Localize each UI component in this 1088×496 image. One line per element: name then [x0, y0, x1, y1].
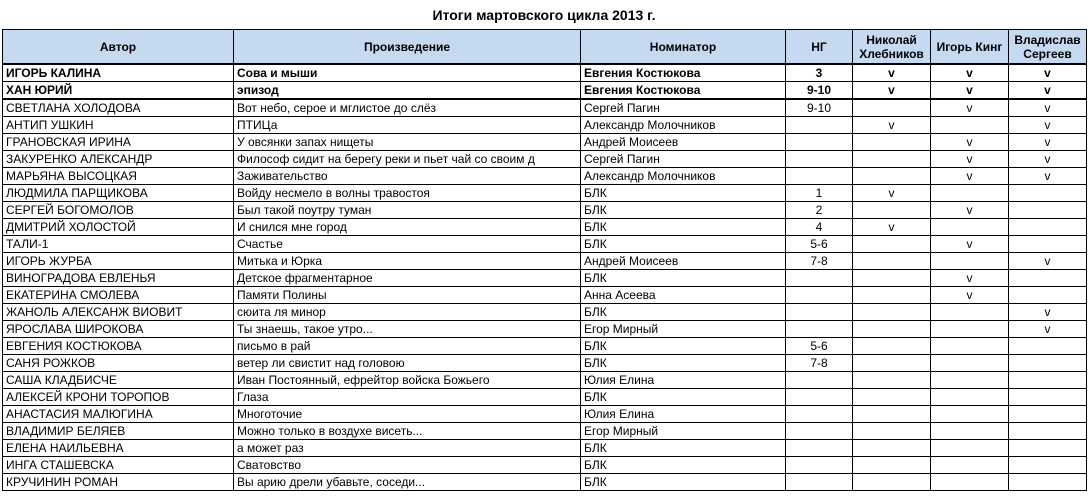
judge-1-mark — [853, 372, 931, 389]
judge-2-mark: v — [931, 168, 1009, 185]
ng-cell: 3 — [786, 64, 853, 82]
judge-2-mark: v — [931, 202, 1009, 219]
judge-2-mark — [931, 185, 1009, 202]
judge-1-mark — [853, 151, 931, 168]
results-table — [2, 29, 1087, 491]
judge-1-mark — [853, 270, 931, 287]
table-row — [3, 185, 1087, 202]
author-cell: АНТИП УШКИН — [3, 117, 234, 134]
col-header-judge-2: Игорь Кинг — [931, 30, 1009, 65]
work-cell: ветер ли свистит над головою — [234, 355, 581, 372]
judge-3-mark — [1009, 355, 1087, 372]
ng-cell — [786, 389, 853, 406]
work-cell: Памяти Полины — [234, 287, 581, 304]
nominator-cell: БЛК — [581, 202, 786, 219]
col-header-author: Автор — [3, 30, 234, 65]
ng-cell — [786, 168, 853, 185]
judge-1-mark — [853, 304, 931, 321]
nominator-cell: БЛК — [581, 457, 786, 474]
col-header-judge-3: Владислав Сергеев — [1009, 30, 1087, 65]
nominator-cell: БЛК — [581, 474, 786, 491]
work-cell: сюита ля минор — [234, 304, 581, 321]
table-row — [3, 287, 1087, 304]
nominator-cell: Егор Мирный — [581, 423, 786, 440]
judge-2-mark — [931, 338, 1009, 355]
work-cell: ПТИЦа — [234, 117, 581, 134]
work-cell: И снился мне город — [234, 219, 581, 236]
judge-1-mark — [853, 355, 931, 372]
ng-cell — [786, 440, 853, 457]
judge-2-mark: v — [931, 287, 1009, 304]
judge-2-mark — [931, 117, 1009, 134]
judge-1-mark: v — [853, 185, 931, 202]
author-cell: ЕВГЕНИЯ КОСТЮКОВА — [3, 338, 234, 355]
judge-1-mark: v — [853, 82, 931, 100]
nominator-cell: БЛК — [581, 219, 786, 236]
header-row — [3, 30, 1087, 65]
nominator-cell: Юлия Елина — [581, 372, 786, 389]
judge-2-mark — [931, 219, 1009, 236]
judge-2-mark: v — [931, 236, 1009, 253]
ng-cell — [786, 423, 853, 440]
judge-2-mark: v — [931, 82, 1009, 100]
judge-1-mark — [853, 440, 931, 457]
author-cell: КРУЧИНИН РОМАН — [3, 474, 234, 491]
judge-3-mark: v — [1009, 304, 1087, 321]
judge-2-mark — [931, 253, 1009, 270]
author-cell: ЕКАТЕРИНА СМОЛЕВА — [3, 287, 234, 304]
nominator-cell: БЛК — [581, 338, 786, 355]
judge-3-mark — [1009, 338, 1087, 355]
nominator-cell: БЛК — [581, 440, 786, 457]
nominator-cell: Евгения Костюкова — [581, 82, 786, 100]
author-cell: ВЛАДИМИР БЕЛЯЕВ — [3, 423, 234, 440]
nominator-cell: Андрей Моисеев — [581, 253, 786, 270]
table-row — [3, 304, 1087, 321]
judge-3-mark — [1009, 440, 1087, 457]
author-cell: СЕРГЕЙ БОГОМОЛОВ — [3, 202, 234, 219]
judge-1-mark — [853, 321, 931, 338]
judge-3-mark: v — [1009, 321, 1087, 338]
work-cell: Войду несмело в волны травостоя — [234, 185, 581, 202]
work-cell: У овсянки запах нищеты — [234, 134, 581, 151]
judge-3-mark: v — [1009, 117, 1087, 134]
judge-3-mark — [1009, 457, 1087, 474]
author-cell: ГРАНОВСКАЯ ИРИНА — [3, 134, 234, 151]
table-row — [3, 270, 1087, 287]
page-title: Итоги мартовского цикла 2013 г. — [432, 7, 656, 23]
ng-cell: 4 — [786, 219, 853, 236]
judge-3-mark — [1009, 389, 1087, 406]
work-cell: Многоточие — [234, 406, 581, 423]
judge-2-mark — [931, 355, 1009, 372]
nominator-cell: Евгения Костюкова — [581, 64, 786, 82]
author-cell: ЗАКУРЕНКО АЛЕКСАНДР — [3, 151, 234, 168]
judge-3-mark — [1009, 270, 1087, 287]
table-row — [3, 219, 1087, 236]
col-header-nominator: Номинатор — [581, 30, 786, 65]
table-row — [3, 99, 1087, 117]
judge-3-mark — [1009, 423, 1087, 440]
judge-1-mark — [853, 236, 931, 253]
author-cell: ЖАНОЛЬ АЛЕКСАНЖ ВИОВИТ — [3, 304, 234, 321]
work-cell: а может раз — [234, 440, 581, 457]
work-cell: Был такой поутру туман — [234, 202, 581, 219]
ng-cell: 9-10 — [786, 82, 853, 100]
work-cell: Счастье — [234, 236, 581, 253]
table-row — [3, 355, 1087, 372]
table-row — [3, 338, 1087, 355]
author-cell: ИНГА СТАШЕВСКА — [3, 457, 234, 474]
judge-3-mark — [1009, 185, 1087, 202]
ng-cell — [786, 151, 853, 168]
judge-2-mark: v — [931, 64, 1009, 82]
judge-1-mark — [853, 474, 931, 491]
judge-3-mark — [1009, 372, 1087, 389]
author-cell: ДМИТРИЙ ХОЛОСТОЙ — [3, 219, 234, 236]
work-cell: эпизод — [234, 82, 581, 100]
nominator-cell: Андрей Моисеев — [581, 134, 786, 151]
work-cell: Сова и мыши — [234, 64, 581, 82]
work-cell: Глаза — [234, 389, 581, 406]
nominator-cell: Егор Мирный — [581, 321, 786, 338]
nominator-cell: Юлия Елина — [581, 406, 786, 423]
col-header-ng: НГ — [786, 30, 853, 65]
judge-1-mark — [853, 168, 931, 185]
work-cell: Философ сидит на берегу реки и пьет чай со своим д — [234, 151, 581, 168]
judge-2-mark: v — [931, 270, 1009, 287]
author-cell: ИГОРЬ КАЛИНА — [3, 64, 234, 82]
judge-3-mark: v — [1009, 253, 1087, 270]
nominator-cell: Александр Молочников — [581, 117, 786, 134]
work-cell: Иван Постоянный, ефрейтор войска Божьего — [234, 372, 581, 389]
judge-3-mark — [1009, 474, 1087, 491]
table-row — [3, 321, 1087, 338]
ng-cell — [786, 474, 853, 491]
author-cell: АНАСТАСИЯ МАЛЮГИНА — [3, 406, 234, 423]
ng-cell: 5-6 — [786, 338, 853, 355]
judge-1-mark — [853, 457, 931, 474]
table-row — [3, 440, 1087, 457]
ng-cell — [786, 117, 853, 134]
table-row — [3, 117, 1087, 134]
table-row — [3, 236, 1087, 253]
judge-3-mark — [1009, 406, 1087, 423]
table-row — [3, 64, 1087, 82]
table-row — [3, 82, 1087, 100]
author-cell: ВИНОГРАДОВА ЕВЛЕНЬЯ — [3, 270, 234, 287]
table-row — [3, 406, 1087, 423]
author-cell: ЕЛЕНА НАИЛЬЕВНА — [3, 440, 234, 457]
judge-1-mark: v — [853, 219, 931, 236]
judge-1-mark — [853, 338, 931, 355]
judge-3-mark — [1009, 202, 1087, 219]
ng-cell: 7-8 — [786, 355, 853, 372]
author-cell: АЛЕКСЕЙ КРОНИ ТОРОПОВ — [3, 389, 234, 406]
judge-3-mark — [1009, 219, 1087, 236]
author-cell: ТАЛИ-1 — [3, 236, 234, 253]
judge-1-mark — [853, 253, 931, 270]
table-row — [3, 202, 1087, 219]
table-row — [3, 253, 1087, 270]
nominator-cell: БЛК — [581, 389, 786, 406]
judge-3-mark — [1009, 236, 1087, 253]
author-cell: ХАН ЮРИЙ — [3, 82, 234, 100]
col-header-work: Произведение — [234, 30, 581, 65]
judge-3-mark: v — [1009, 151, 1087, 168]
ng-cell: 1 — [786, 185, 853, 202]
table-row — [3, 457, 1087, 474]
judge-1-mark: v — [853, 64, 931, 82]
judge-1-mark — [853, 202, 931, 219]
table-row — [3, 372, 1087, 389]
work-cell: Сватовство — [234, 457, 581, 474]
judge-2-mark — [931, 474, 1009, 491]
judge-2-mark — [931, 321, 1009, 338]
work-cell: письмо в рай — [234, 338, 581, 355]
judge-1-mark — [853, 134, 931, 151]
nominator-cell: БЛК — [581, 304, 786, 321]
judge-1-mark: v — [853, 117, 931, 134]
judge-1-mark — [853, 99, 931, 117]
author-cell: САША КЛАДБИСЧЕ — [3, 372, 234, 389]
table-row — [3, 168, 1087, 185]
nominator-cell: Анна Асеева — [581, 287, 786, 304]
ng-cell — [786, 287, 853, 304]
judge-3-mark: v — [1009, 134, 1087, 151]
work-cell: Детское фрагментарное — [234, 270, 581, 287]
col-header-judge-1: Николай Хлебников — [853, 30, 931, 65]
author-cell: САНЯ РОЖКОВ — [3, 355, 234, 372]
nominator-cell: БЛК — [581, 185, 786, 202]
judge-1-mark — [853, 389, 931, 406]
ng-cell — [786, 372, 853, 389]
judge-3-mark — [1009, 287, 1087, 304]
work-cell: Вы арию дрели убавьте, соседи... — [234, 474, 581, 491]
author-cell: ЛЮДМИЛА ПАРЩИКОВА — [3, 185, 234, 202]
judge-2-mark — [931, 423, 1009, 440]
work-cell: Ты знаешь, такое утро... — [234, 321, 581, 338]
judge-3-mark: v — [1009, 168, 1087, 185]
ng-cell — [786, 406, 853, 423]
table-row — [3, 134, 1087, 151]
nominator-cell: БЛК — [581, 270, 786, 287]
judge-2-mark — [931, 406, 1009, 423]
judge-2-mark — [931, 457, 1009, 474]
author-cell: ЯРОСЛАВА ШИРОКОВА — [3, 321, 234, 338]
judge-3-mark: v — [1009, 82, 1087, 100]
ng-cell: 2 — [786, 202, 853, 219]
author-cell: МАРЬЯНА ВЫСОЦКАЯ — [3, 168, 234, 185]
judge-2-mark: v — [931, 134, 1009, 151]
judge-2-mark — [931, 440, 1009, 457]
ng-cell — [786, 321, 853, 338]
judge-1-mark — [853, 287, 931, 304]
judge-2-mark — [931, 304, 1009, 321]
ng-cell: 7-8 — [786, 253, 853, 270]
table-row — [3, 389, 1087, 406]
ng-cell: 5-6 — [786, 236, 853, 253]
work-cell: Можно только в воздухе висеть... — [234, 423, 581, 440]
author-cell: СВЕТЛАНА ХОЛОДОВА — [3, 99, 234, 117]
table-row — [3, 474, 1087, 491]
ng-cell — [786, 457, 853, 474]
author-cell: ИГОРЬ ЖУРБА — [3, 253, 234, 270]
nominator-cell: БЛК — [581, 236, 786, 253]
judge-2-mark — [931, 389, 1009, 406]
ng-cell — [786, 304, 853, 321]
judge-1-mark — [853, 423, 931, 440]
nominator-cell: Сергей Пагин — [581, 151, 786, 168]
nominator-cell: БЛК — [581, 355, 786, 372]
ng-cell — [786, 134, 853, 151]
table-row — [3, 151, 1087, 168]
nominator-cell: Александр Молочников — [581, 168, 786, 185]
work-cell: Заживательство — [234, 168, 581, 185]
judge-2-mark: v — [931, 99, 1009, 117]
work-cell: Митька и Юрка — [234, 253, 581, 270]
work-cell: Вот небо, серое и мглистое до слёз — [234, 99, 581, 117]
ng-cell — [786, 270, 853, 287]
judge-1-mark — [853, 406, 931, 423]
ng-cell: 9-10 — [786, 99, 853, 117]
judge-2-mark — [931, 372, 1009, 389]
judge-2-mark: v — [931, 151, 1009, 168]
table-row — [3, 423, 1087, 440]
nominator-cell: Сергей Пагин — [581, 99, 786, 117]
judge-3-mark: v — [1009, 99, 1087, 117]
judge-3-mark: v — [1009, 64, 1087, 82]
